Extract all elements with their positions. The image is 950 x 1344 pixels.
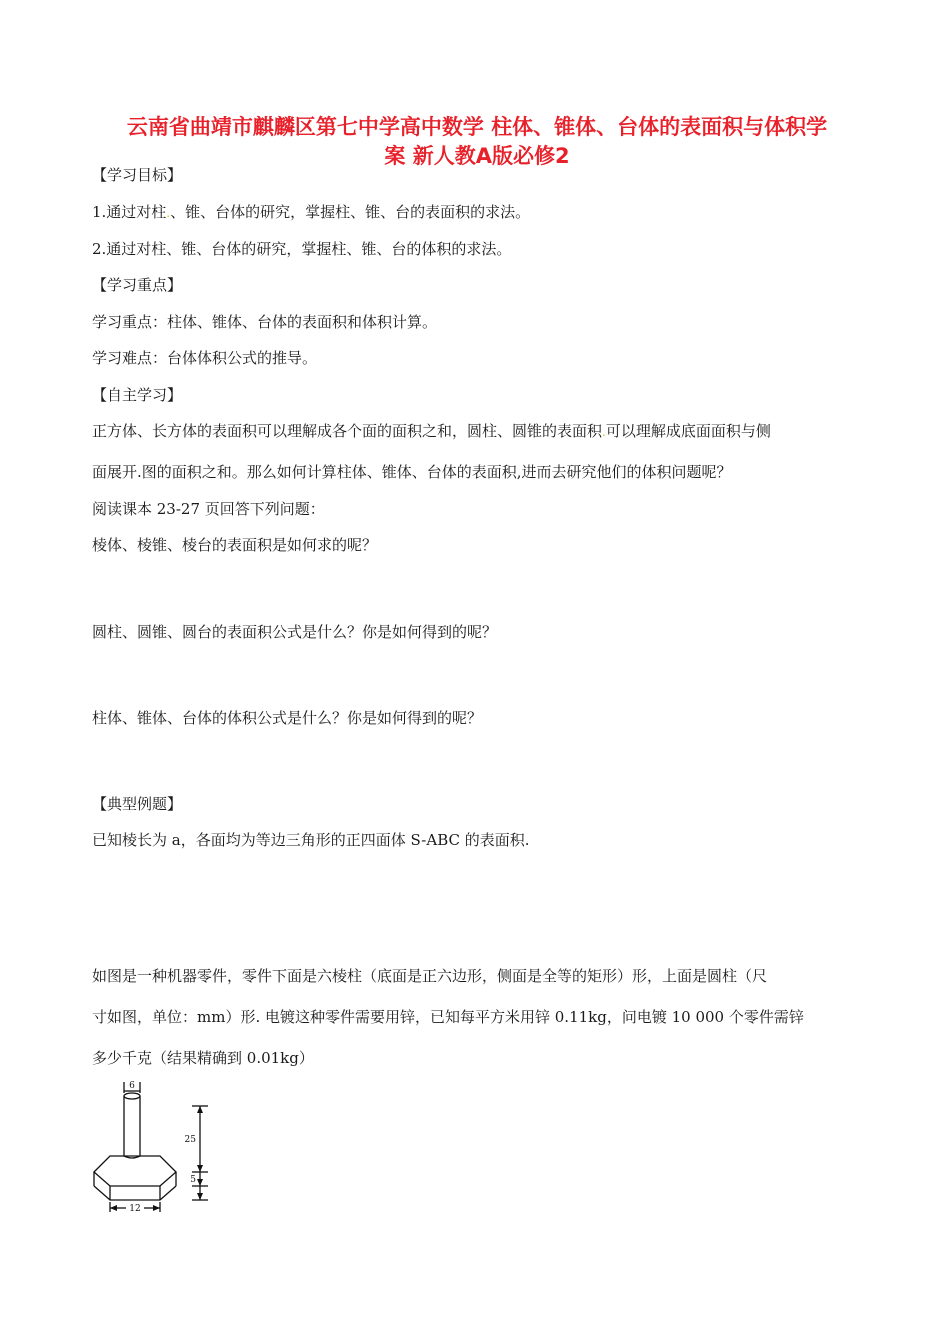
question-1: 棱体、棱锥、棱台的表面积是如何求的呢？ <box>92 536 378 554</box>
dim-prism-width: 12 <box>129 1204 141 1213</box>
reading-instruction: 阅读课本 23-27 页回答下列问题： <box>92 500 325 518</box>
example-2-line-3: 多少千克（结果精确到 0.01kg） <box>92 1049 314 1067</box>
dim-cylinder-diameter: 6 <box>129 1081 135 1091</box>
focus-difficulty: 学习难点：台体体积公式的推导。 <box>92 349 318 367</box>
goals-heading: 【学习目标】 <box>92 166 183 184</box>
examples-heading: 【典型例题】 <box>92 795 183 813</box>
machine-part-figure <box>88 1078 218 1213</box>
focus-key-point: 学习重点：柱体、锥体、台体的表面积和体积计算。 <box>92 313 438 331</box>
question-2: 圆柱、圆锥、圆台的表面积公式是什么？你是如何得到的呢？ <box>92 623 498 641</box>
example-2-line-2: 寸如图，单位：mm）形. 电镀这种零件需要用锌，已知每平方米用锌 0.11kg，问电镀 10 000 个零件需锌 <box>92 1008 804 1026</box>
self-study-para-2: 面展开.图的面积之和。那么如何计算柱体、锥体、台体的表面积,进而去研究他们的体积问题呢？ <box>92 463 732 481</box>
question-3: 柱体、锥体、台体的体积公式是什么？你是如何得到的呢？ <box>92 709 483 727</box>
goal-item-1: 1.通过对柱.、锥、台体的研究，掌握柱、锥、台的表面积的求法。 <box>92 203 531 221</box>
focus-heading: 【学习重点】 <box>92 276 183 294</box>
title-line-1: 云南省曲靖市麒麟区第七中学高中数学 柱体、锥体、台体的表面积与体积学 <box>126 115 828 139</box>
dim-prism-height: 5 <box>190 1175 196 1185</box>
dim-cylinder-height: 25 <box>184 1135 196 1145</box>
title-line-2: 案 新人教A版必修2 <box>384 144 570 168</box>
goal-item-2: 2.通过对柱、锥、台体的研究，掌握柱、锥、台的体积的求法。 <box>92 240 512 258</box>
self-study-heading: 【自主学习】 <box>92 386 183 404</box>
self-study-para-1: 正方体、长方体的表面积可以理解成各个面的面积之和，圆柱、圆锥的表面积.可以理解成底面面积与侧 <box>92 422 771 440</box>
example-1: 已知棱长为 a，各面均为等边三角形的正四面体 S-ABC 的表面积. <box>92 831 530 849</box>
example-2-line-1: 如图是一种机器零件，零件下面是六棱柱（底面是正六边形，侧面是全等的矩形）形，上面是圆柱（尺 <box>92 967 768 985</box>
document-title <box>92 113 862 171</box>
